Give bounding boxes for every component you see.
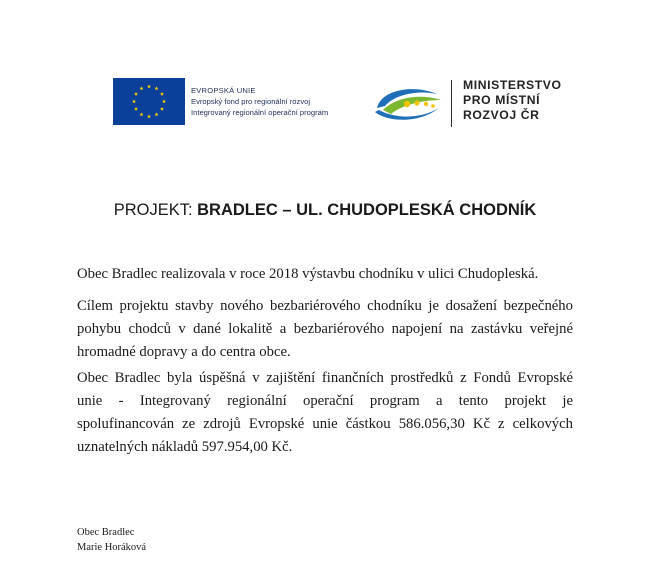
eu-star-icon	[147, 84, 151, 88]
ministry-line-2: PRO MÍSTNÍ	[463, 93, 541, 107]
signature-person: Marie Horáková	[77, 542, 147, 553]
ministry-divider	[451, 80, 452, 127]
paragraph-line: uznatelných nákladů 597.954,00 Kč.	[77, 439, 293, 455]
signature-organization: Obec Bradlec	[77, 527, 135, 538]
eu-star-icon	[134, 107, 138, 111]
eu-fund-name: Evropský fond pro regionální rozvoj	[191, 97, 311, 106]
eu-star-icon	[134, 92, 138, 96]
paragraph-line: unie - Integrovaný regionální operační program a tento projekt je	[77, 393, 573, 409]
eu-star-icon	[132, 99, 136, 103]
eu-star-icon	[160, 107, 164, 111]
paragraph-line: Obec Bradlec realizovala v roce 2018 výstavbu chodníku v ulici Chudopleská.	[77, 266, 539, 282]
paragraph-line: Cílem projektu stavby nového bezbariérového chodníku je dosažení bezpečného	[77, 298, 573, 314]
paragraph-goal	[77, 295, 573, 364]
eu-name: EVROPSKÁ UNIE	[191, 86, 256, 95]
ministry-logo-text	[463, 78, 562, 123]
eu-logo-text	[191, 85, 328, 118]
eu-star-icon	[147, 114, 151, 118]
ministry-line-1: MINISTERSTVO	[463, 78, 562, 92]
eu-star-icon	[140, 86, 144, 90]
paragraph-funding	[77, 367, 573, 459]
eu-star-icon	[140, 112, 144, 116]
eu-star-icon	[155, 112, 159, 116]
signature-block	[77, 525, 146, 555]
eu-program-name: Integrovaný regionální operační program	[191, 108, 329, 117]
eu-star-icon	[155, 86, 159, 90]
paragraph-line: spolufinancován ze zdrojů Evropské unie částkou 586.056,30 Kč z celkových	[77, 416, 573, 432]
project-title-name: BRADLEC – UL. CHUDOPLESKÁ CHODNÍK	[197, 201, 537, 219]
ministry-line-3: ROZVOJ ČR	[463, 108, 540, 122]
project-title-prefix: PROJEKT:	[113, 201, 198, 219]
eu-star-icon	[162, 99, 166, 103]
project-title	[0, 201, 650, 220]
paragraph-line: pohybu chodců v dané lokalitě a bezbariérového napojení na zastávku veřejné	[77, 321, 573, 337]
paragraph-line: hromadné dopravy a do centra obce.	[77, 344, 291, 360]
paragraph-intro	[77, 263, 573, 286]
eu-flag-icon	[113, 78, 185, 125]
paragraph-line: Obec Bradlec byla úspěšná v zajištění finančních prostředků z Fondů Evropské	[77, 370, 573, 386]
eu-star-icon	[160, 92, 164, 96]
ministry-logo-icon	[373, 82, 445, 124]
